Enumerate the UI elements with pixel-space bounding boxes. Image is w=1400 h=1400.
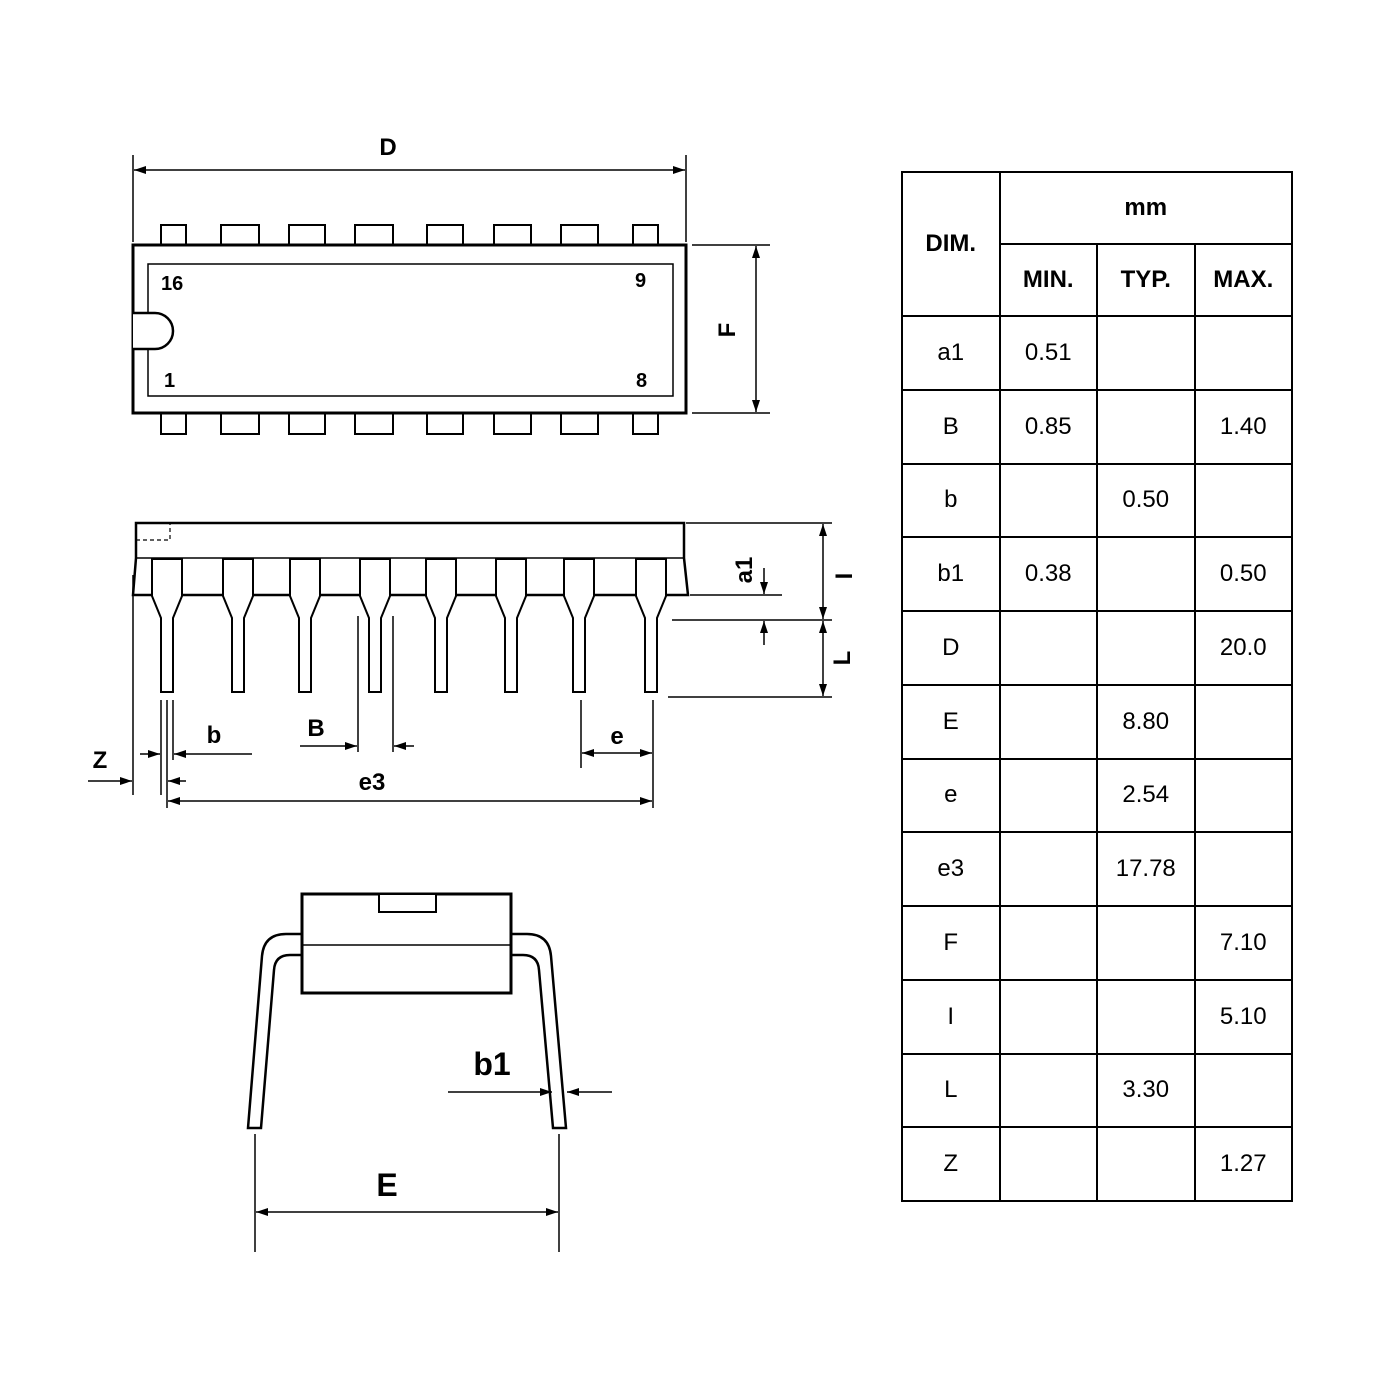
cell-min [1000, 906, 1098, 980]
cell-min: 0.85 [1000, 390, 1098, 464]
cell-dim: L [902, 1054, 1000, 1128]
side-view [88, 523, 858, 808]
side-lead [426, 559, 456, 692]
cell-typ [1097, 980, 1195, 1054]
cell-max [1195, 316, 1293, 390]
table-row [902, 390, 1292, 464]
dimensions-table [901, 171, 1293, 1202]
cell-max: 5.10 [1195, 980, 1293, 1054]
top-pin-upper [561, 225, 598, 246]
cell-typ [1097, 611, 1195, 685]
top-view [133, 134, 770, 434]
cell-min [1000, 759, 1098, 833]
top-pin-lower [289, 413, 325, 434]
table-row [902, 759, 1292, 833]
dim-b-label: b [206, 722, 222, 749]
cell-typ: 8.80 [1097, 685, 1195, 759]
side-lead [152, 559, 182, 692]
side-lead [223, 559, 253, 692]
dim-b1-label: b1 [473, 1046, 511, 1082]
side-lead [360, 559, 390, 692]
dim-e-label: e [610, 723, 624, 750]
cell-min: 0.51 [1000, 316, 1098, 390]
top-pin-upper [289, 225, 325, 246]
table-row [902, 685, 1292, 759]
cell-dim: b [902, 464, 1000, 538]
table-row [902, 1127, 1292, 1201]
cell-max: 7.10 [1195, 906, 1293, 980]
cell-typ [1097, 906, 1195, 980]
pin-1-label: 1 [164, 370, 176, 392]
dim-Z-label: Z [92, 747, 108, 774]
cell-dim: I [902, 980, 1000, 1054]
table-row [902, 1054, 1292, 1128]
dim-e3-label: e3 [358, 769, 386, 796]
dim-I-label: I [831, 572, 858, 580]
header-max: MAX. [1195, 244, 1293, 316]
cell-max [1195, 464, 1293, 538]
end-view [248, 894, 612, 1252]
table-row [902, 832, 1292, 906]
cell-min [1000, 685, 1098, 759]
cell-min [1000, 1054, 1098, 1128]
cell-max [1195, 759, 1293, 833]
cell-min [1000, 832, 1098, 906]
top-pins-upper [161, 225, 658, 246]
dimensions-table-body [902, 316, 1292, 1201]
cell-dim: a1 [902, 316, 1000, 390]
table-row [902, 537, 1292, 611]
pin-16-label: 16 [161, 273, 184, 295]
top-pins-lower [161, 413, 658, 434]
side-lead [496, 559, 526, 692]
end-lead-right [511, 934, 566, 1128]
top-pin-lower [221, 413, 259, 434]
cell-typ: 0.50 [1097, 464, 1195, 538]
dim-a1-label: a1 [731, 556, 758, 584]
side-body [133, 523, 688, 595]
header-unit: mm [1000, 172, 1293, 244]
header-typ: TYP. [1097, 244, 1195, 316]
top-pin-lower [494, 413, 531, 434]
cell-min [1000, 611, 1098, 685]
table-row [902, 980, 1292, 1054]
cell-max: 1.40 [1195, 390, 1293, 464]
cell-dim: B [902, 390, 1000, 464]
cell-dim: e [902, 759, 1000, 833]
top-pin-upper [161, 225, 186, 246]
cell-min: 0.38 [1000, 537, 1098, 611]
table-row [902, 464, 1292, 538]
cell-min [1000, 980, 1098, 1054]
cell-max [1195, 685, 1293, 759]
side-lead [636, 559, 666, 692]
cell-max [1195, 832, 1293, 906]
cell-typ [1097, 316, 1195, 390]
end-lead-left [248, 934, 302, 1128]
cell-typ [1097, 390, 1195, 464]
cell-typ: 17.78 [1097, 832, 1195, 906]
top-pin-upper [427, 225, 463, 246]
top-pin-lower [633, 413, 658, 434]
table-row [902, 611, 1292, 685]
cell-typ: 2.54 [1097, 759, 1195, 833]
cell-max [1195, 1054, 1293, 1128]
pin-9-label: 9 [635, 270, 647, 292]
side-lead [290, 559, 320, 692]
cell-dim: e3 [902, 832, 1000, 906]
cell-min [1000, 1127, 1098, 1201]
dim-E-label: E [376, 1167, 398, 1203]
cell-typ [1097, 1127, 1195, 1201]
cell-typ: 3.30 [1097, 1054, 1195, 1128]
table-row [902, 316, 1292, 390]
dim-B-label: B [307, 715, 325, 742]
package-body-outline [133, 245, 686, 413]
cell-typ [1097, 537, 1195, 611]
pin1-notch [133, 313, 173, 349]
table-row [902, 906, 1292, 980]
cell-max: 1.27 [1195, 1127, 1293, 1201]
header-dim: DIM. [902, 172, 1000, 316]
dim-F-label: F [714, 322, 741, 338]
top-pin-upper [355, 225, 393, 246]
cell-dim: D [902, 611, 1000, 685]
cell-dim: F [902, 906, 1000, 980]
side-lead [564, 559, 594, 692]
pin-8-label: 8 [636, 370, 648, 392]
end-notch [379, 894, 436, 912]
top-pin-upper [633, 225, 658, 246]
cell-dim: b1 [902, 537, 1000, 611]
dim-D-label: D [379, 134, 397, 161]
cell-dim: Z [902, 1127, 1000, 1201]
top-pin-lower [355, 413, 393, 434]
header-min: MIN. [1000, 244, 1098, 316]
top-pin-lower [561, 413, 598, 434]
top-pin-lower [427, 413, 463, 434]
cell-min [1000, 464, 1098, 538]
cell-max: 0.50 [1195, 537, 1293, 611]
dim-L-label: L [829, 650, 856, 666]
cell-max: 20.0 [1195, 611, 1293, 685]
top-pin-lower [161, 413, 186, 434]
top-pin-upper [221, 225, 259, 246]
top-pin-upper [494, 225, 531, 246]
cell-dim: E [902, 685, 1000, 759]
